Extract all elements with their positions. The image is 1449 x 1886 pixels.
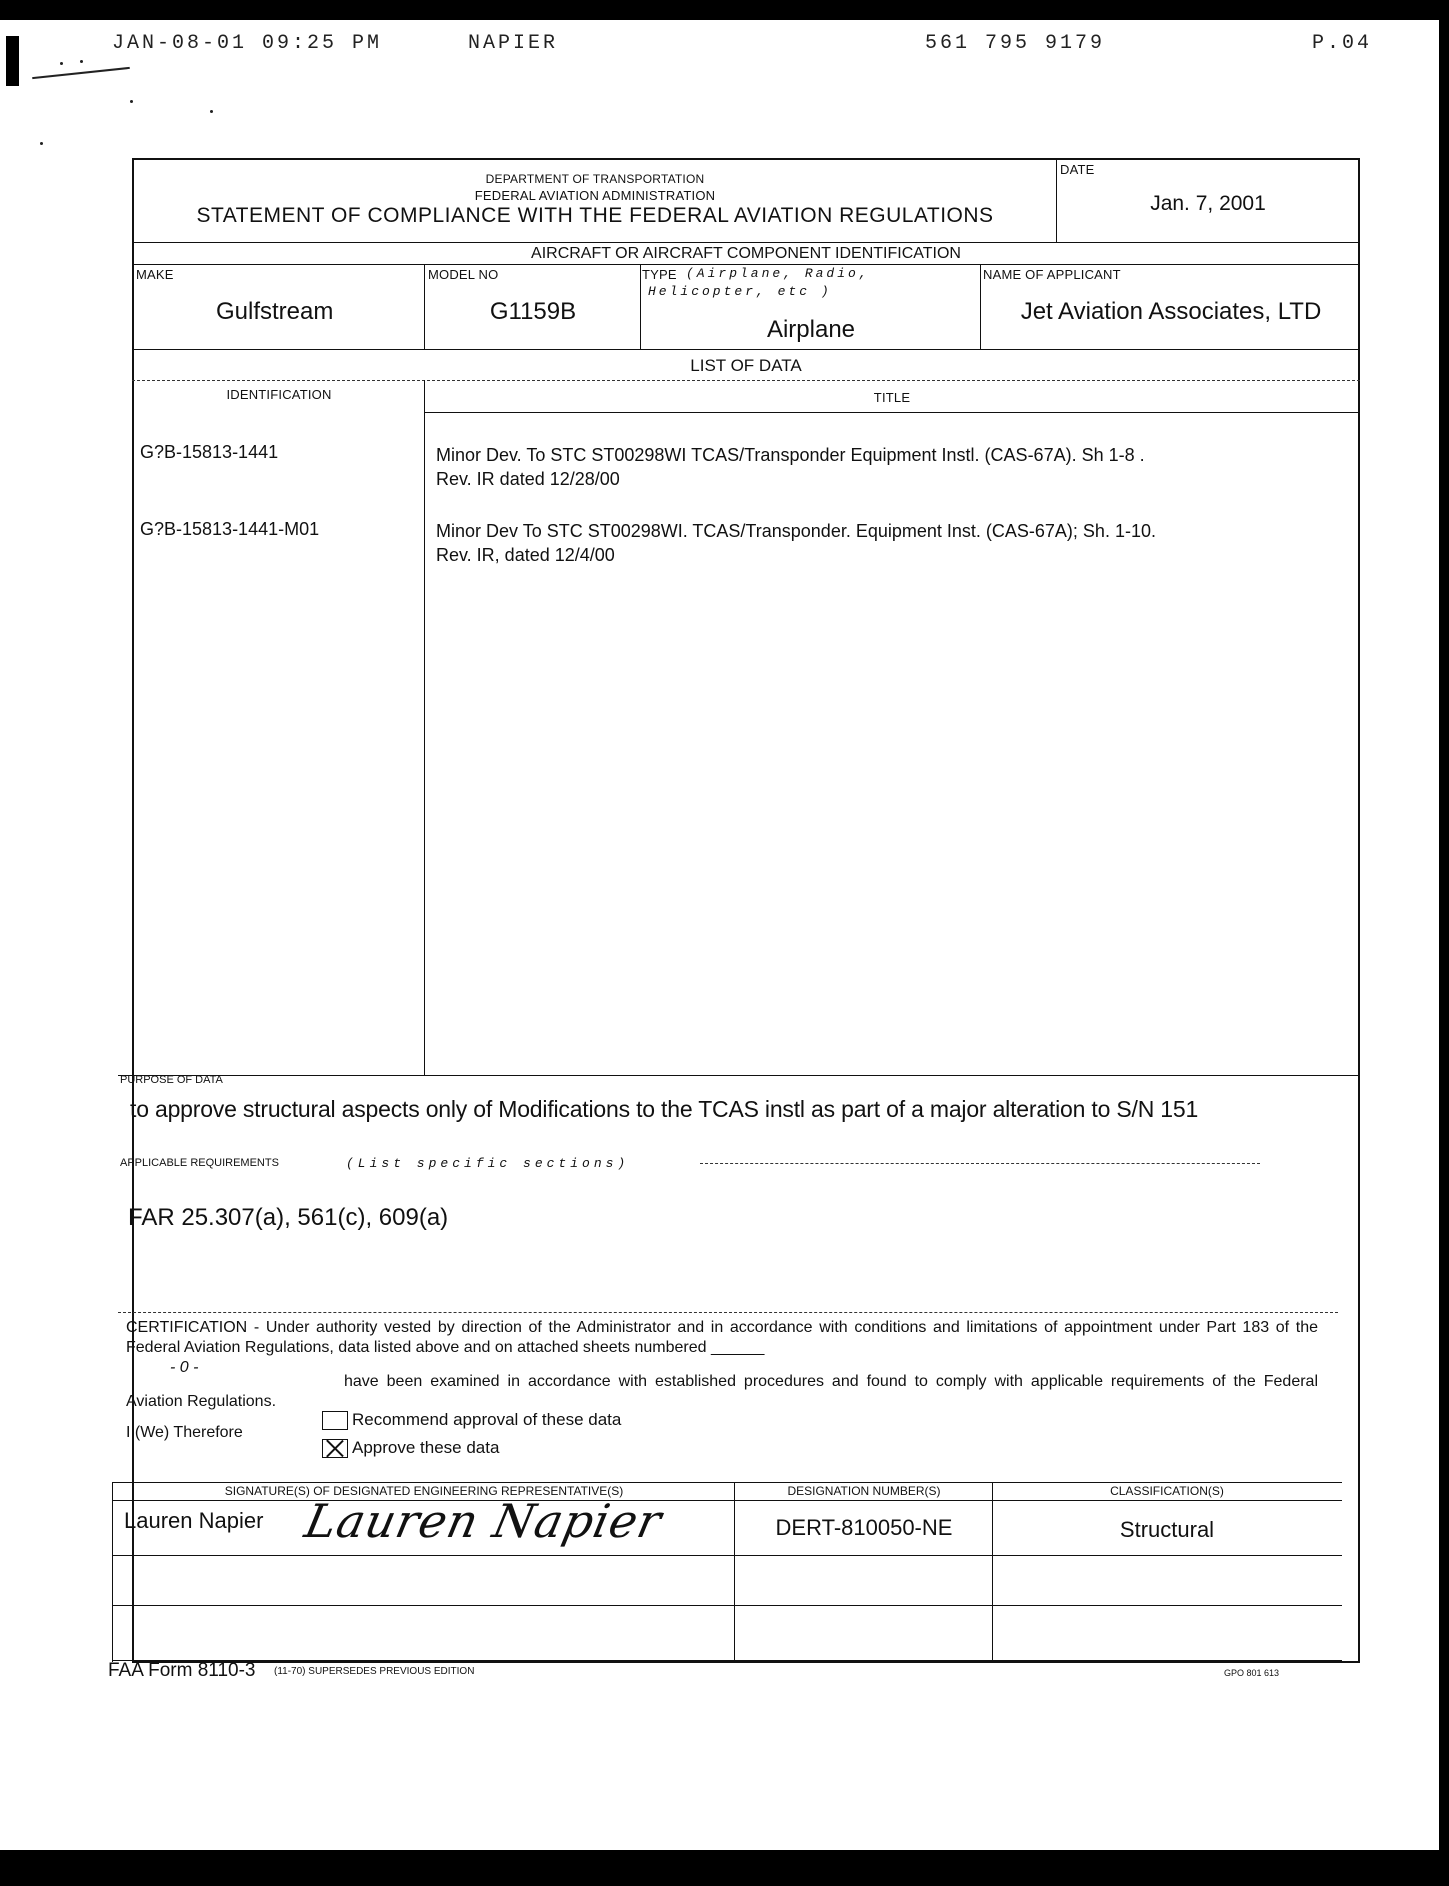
date-value: Jan. 7, 2001 xyxy=(1150,192,1266,215)
scan-speck xyxy=(40,142,43,145)
therefore-label: I (We) Therefore xyxy=(126,1424,243,1441)
data-item-1-title-line2: Rev. IR dated 12/28/00 xyxy=(436,469,620,489)
form-number: FAA Form 8110-3 xyxy=(108,1660,256,1681)
rule xyxy=(112,1482,113,1662)
rule xyxy=(424,264,425,349)
agency-name: FEDERAL AVIATION ADMINISTRATION xyxy=(474,188,716,203)
approve-option[interactable] xyxy=(322,1438,499,1458)
scan-speck xyxy=(130,100,133,103)
identification-column-header: IDENTIFICATION xyxy=(226,387,332,402)
scan-speck xyxy=(60,62,63,65)
scan-edge-mark xyxy=(6,36,19,86)
rule xyxy=(700,1163,1260,1164)
rule xyxy=(640,264,641,349)
rule xyxy=(118,1075,1360,1076)
rule xyxy=(734,1482,735,1662)
scan-border-top xyxy=(0,0,1449,20)
fax-sender: NAPIER xyxy=(468,32,559,55)
recommend-label: Recommend approval of these data xyxy=(352,1410,622,1429)
scan-speck xyxy=(210,110,213,113)
purpose-value: to approve structural aspects only of Modifications to the TCAS instl as part of a major alteration to S/N 151 xyxy=(130,1096,1199,1122)
rule xyxy=(132,349,1360,350)
rule xyxy=(112,1500,1342,1501)
certification-text-1: - Under authority vested by direction of the Administrator and in accordance with conditions and limitations of appointment under Part 183 of the Federal Aviation Regulations, data listed above and on attached sheets numbered ______ xyxy=(126,1319,1318,1356)
make-label: MAKE xyxy=(136,267,174,282)
data-item-2-identification: G?B-15813-1441-M01 xyxy=(140,519,320,539)
scan-speck xyxy=(80,60,83,63)
type-value: Airplane xyxy=(766,316,856,343)
data-item-2-title-line1: Minor Dev To STC ST00298WI. TCAS/Transponder. Equipment Inst. (CAS-67A); Sh. 1-10. xyxy=(436,521,1156,541)
type-hint-line1: (Airplane, Radio, xyxy=(686,266,870,281)
data-item-2-title-line2: Rev. IR, dated 12/4/00 xyxy=(436,545,615,565)
signer-name: Lauren Napier xyxy=(124,1508,264,1533)
fax-datetime: JAN-08-01 09:25 PM xyxy=(112,32,383,55)
rule xyxy=(112,1555,1342,1556)
classification-header: CLASSIFICATION(S) xyxy=(1110,1484,1224,1498)
recommend-option[interactable] xyxy=(322,1410,621,1430)
scan-stroke xyxy=(32,67,130,79)
list-of-data-label: LIST OF DATA xyxy=(690,356,802,375)
requirements-hint: (List specific sections) xyxy=(346,1156,630,1171)
rule xyxy=(132,264,1360,265)
requirements-label: APPLICABLE REQUIREMENTS xyxy=(120,1157,279,1169)
rule xyxy=(112,1605,1342,1606)
fax-page: P.04 xyxy=(1312,32,1373,55)
type-hint-line2: Helicopter, etc ) xyxy=(648,284,832,299)
identification-header: AIRCRAFT OR AIRCRAFT COMPONENT IDENTIFICATION xyxy=(531,245,961,262)
rule xyxy=(118,1312,1338,1313)
department-name: DEPARTMENT OF TRANSPORTATION xyxy=(485,172,705,186)
title-column-header: TITLE xyxy=(873,390,911,405)
data-item-1-identification: G?B-15813-1441 xyxy=(140,442,279,462)
form-edition: (11-70) SUPERSEDES PREVIOUS EDITION xyxy=(274,1666,475,1677)
scan-border-bottom xyxy=(0,1850,1449,1886)
rule xyxy=(992,1482,993,1662)
requirements-value: FAR 25.307(a), 561(c), 609(a) xyxy=(128,1204,449,1231)
rule xyxy=(132,242,1360,243)
date-label: DATE xyxy=(1060,162,1095,177)
rule xyxy=(132,380,1360,381)
signature-header: SIGNATURE(S) OF DESIGNATED ENGINEERING REPRESENTATIVE(S) xyxy=(224,1484,624,1498)
certification-sheet-mark: - 0 - xyxy=(170,1359,199,1376)
signature-image: Lauren Napier xyxy=(300,1494,667,1548)
rule xyxy=(424,412,1360,413)
certification-text-2: have been examined in accordance with established procedures and found to comply with applicable requirements of the Federal Aviation Regulations. xyxy=(126,1373,1318,1410)
classification-value: Structural xyxy=(1119,1517,1215,1542)
purpose-label: PURPOSE OF DATA xyxy=(120,1074,223,1086)
rule xyxy=(424,380,425,1075)
type-label: TYPE xyxy=(642,267,677,282)
approve-checkbox[interactable] xyxy=(322,1439,348,1458)
model-value: G1159B xyxy=(489,298,577,325)
applicant-label: NAME OF APPLICANT xyxy=(983,267,1121,282)
rule xyxy=(980,264,981,349)
form-title: STATEMENT OF COMPLIANCE WITH THE FEDERAL AVIATION REGULATIONS xyxy=(196,204,994,227)
make-value: Gulfstream xyxy=(216,298,334,325)
rule xyxy=(1056,158,1057,242)
certification-paragraph xyxy=(126,1318,1318,1358)
approve-label: Approve these data xyxy=(352,1438,500,1457)
rule xyxy=(112,1482,1342,1483)
data-item-1-title-line1: Minor Dev. To STC ST00298WI TCAS/Transponder Equipment Instl. (CAS-67A). Sh 1-8 . xyxy=(436,445,1145,465)
designation-value: DERT-810050-NE xyxy=(775,1515,953,1540)
rule xyxy=(112,1660,1342,1661)
form-gpo-code: GPO 801 613 xyxy=(1224,1668,1280,1678)
scan-border-right xyxy=(1439,0,1449,1886)
designation-header: DESIGNATION NUMBER(S) xyxy=(787,1484,941,1498)
certification-label: CERTIFICATION xyxy=(126,1319,248,1336)
applicant-value: Jet Aviation Associates, LTD xyxy=(1020,298,1322,325)
form-frame xyxy=(132,158,1360,1663)
model-label: MODEL NO xyxy=(428,267,499,282)
fax-phone: 561 795 9179 xyxy=(925,32,1106,55)
recommend-checkbox[interactable] xyxy=(322,1411,348,1430)
